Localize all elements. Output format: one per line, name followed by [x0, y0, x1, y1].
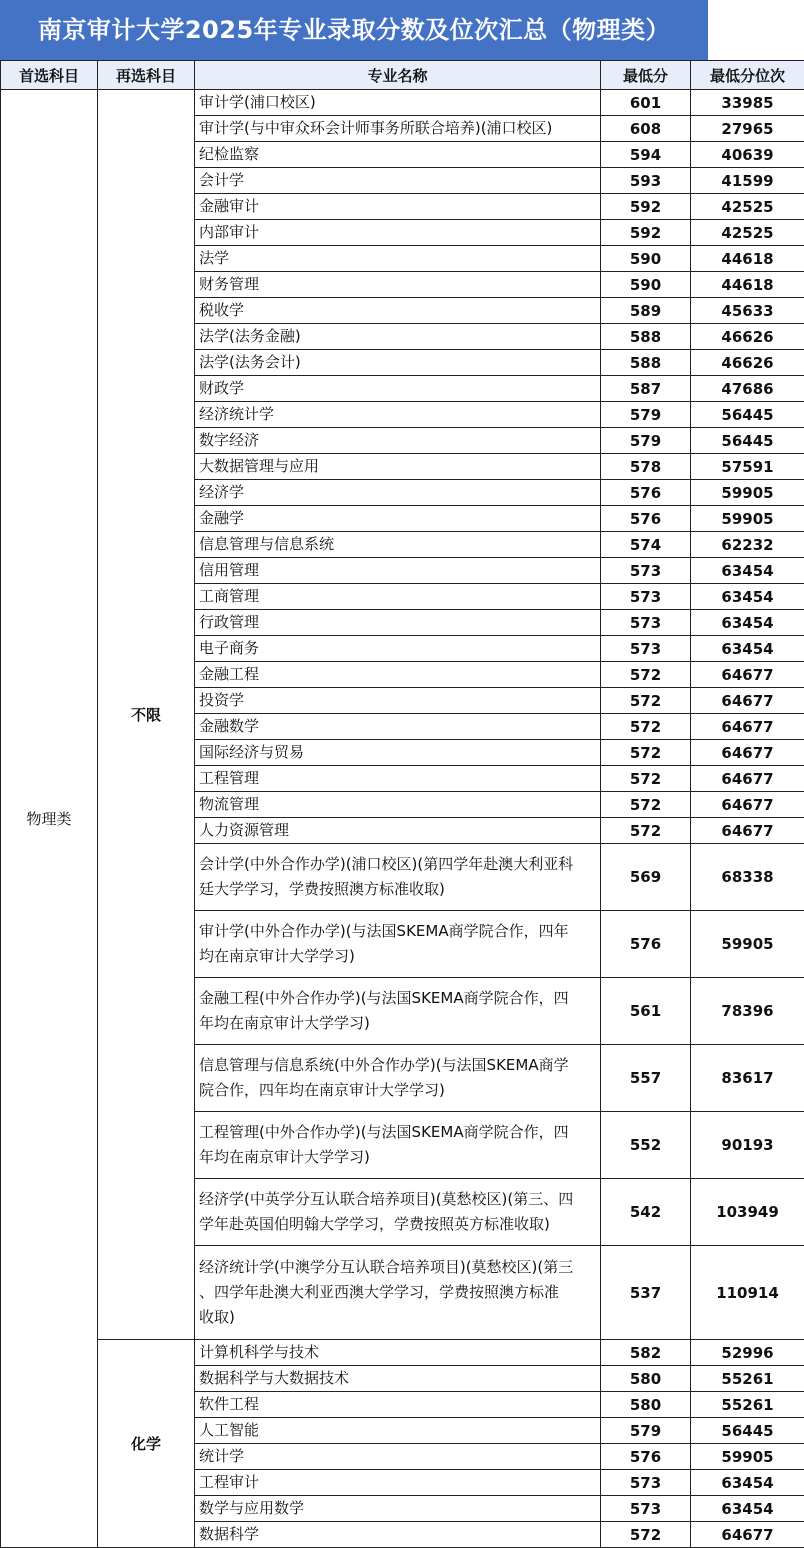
- major-cell: 法学(法务金融): [195, 324, 601, 350]
- min-rank-cell: 64677: [691, 818, 804, 844]
- major-cell: 投资学: [195, 688, 601, 714]
- min-score-cell: 557: [601, 1045, 691, 1112]
- min-rank-cell: 59905: [691, 911, 804, 978]
- major-cell: [195, 1246, 601, 1340]
- min-score-cell: 590: [601, 246, 691, 272]
- major-cell: 大数据管理与应用: [195, 454, 601, 480]
- min-score-cell: 572: [601, 792, 691, 818]
- major-line: 、四学年赴澳大利亚西澳大学学习，学费按照澳方标准: [199, 1280, 600, 1305]
- major-cell: [195, 1112, 601, 1179]
- major-line: 学年赴英国伯明翰大学学习，学费按照英方标准收取): [199, 1212, 600, 1237]
- min-rank-cell: 47686: [691, 376, 804, 402]
- major-line: 信息管理与信息系统(中外合作办学)(与法国SKEMA商学: [199, 1053, 600, 1078]
- major-cell: 计算机科学与技术: [195, 1340, 601, 1366]
- min-rank-cell: 56445: [691, 402, 804, 428]
- major-cell: 工程审计: [195, 1470, 601, 1496]
- min-score-cell: 572: [601, 766, 691, 792]
- header-first-subject: 首选科目: [1, 61, 98, 90]
- major-cell: 人工智能: [195, 1418, 601, 1444]
- major-cell: 国际经济与贸易: [195, 740, 601, 766]
- min-rank-cell: 63454: [691, 610, 804, 636]
- major-cell: [195, 844, 601, 911]
- min-score-cell: 572: [601, 688, 691, 714]
- major-cell: 软件工程: [195, 1392, 601, 1418]
- min-score-cell: 579: [601, 428, 691, 454]
- major-cell: [195, 1179, 601, 1246]
- min-rank-cell: 46626: [691, 350, 804, 376]
- min-rank-cell: 40639: [691, 142, 804, 168]
- major-cell: [195, 911, 601, 978]
- first-subject-cell: 物理类: [1, 90, 98, 1548]
- min-rank-cell: 64677: [691, 792, 804, 818]
- min-score-cell: 552: [601, 1112, 691, 1179]
- min-rank-cell: 42525: [691, 194, 804, 220]
- major-cell: 会计学: [195, 168, 601, 194]
- major-line: 经济学(中英学分互认联合培养项目)(莫愁校区)(第三、四: [199, 1187, 600, 1212]
- min-score-cell: 580: [601, 1366, 691, 1392]
- min-rank-cell: 44618: [691, 246, 804, 272]
- min-score-cell: 601: [601, 90, 691, 116]
- major-line: 均在南京审计大学学习): [199, 944, 600, 969]
- min-score-cell: 573: [601, 636, 691, 662]
- min-rank-cell: 63454: [691, 1496, 804, 1522]
- min-rank-cell: 59905: [691, 480, 804, 506]
- major-cell: 金融学: [195, 506, 601, 532]
- min-rank-cell: 55261: [691, 1392, 804, 1418]
- min-rank-cell: 44618: [691, 272, 804, 298]
- major-cell: 经济学: [195, 480, 601, 506]
- min-score-cell: 569: [601, 844, 691, 911]
- major-line: 会计学(中外合作办学)(浦口校区)(第四学年赴澳大利亚科: [199, 852, 600, 877]
- min-score-cell: 608: [601, 116, 691, 142]
- min-rank-cell: 33985: [691, 90, 804, 116]
- min-rank-cell: 55261: [691, 1366, 804, 1392]
- major-cell: 人力资源管理: [195, 818, 601, 844]
- min-score-cell: 576: [601, 506, 691, 532]
- major-line: 审计学(中外合作办学)(与法国SKEMA商学院合作，四年: [199, 919, 600, 944]
- major-cell: 法学: [195, 246, 601, 272]
- min-score-cell: 574: [601, 532, 691, 558]
- major-line: 金融工程(中外合作办学)(与法国SKEMA商学院合作，四: [199, 986, 600, 1011]
- min-rank-cell: 59905: [691, 1444, 804, 1470]
- major-cell: 内部审计: [195, 220, 601, 246]
- min-score-cell: 588: [601, 324, 691, 350]
- min-rank-cell: 52996: [691, 1340, 804, 1366]
- min-rank-cell: 63454: [691, 558, 804, 584]
- major-line: 收取): [199, 1305, 600, 1330]
- min-score-cell: 573: [601, 1470, 691, 1496]
- major-cell: 税收学: [195, 298, 601, 324]
- header-major: 专业名称: [195, 61, 601, 90]
- major-cell: 审计学(与中审众环会计师事务所联合培养)(浦口校区): [195, 116, 601, 142]
- min-rank-cell: 63454: [691, 584, 804, 610]
- min-score-cell: 572: [601, 740, 691, 766]
- min-rank-cell: 110914: [691, 1246, 804, 1340]
- major-line: 年均在南京审计大学学习): [199, 1011, 600, 1036]
- min-score-cell: 582: [601, 1340, 691, 1366]
- major-cell: 数学与应用数学: [195, 1496, 601, 1522]
- major-cell: 工商管理: [195, 584, 601, 610]
- major-cell: 信用管理: [195, 558, 601, 584]
- admission-table: [0, 60, 804, 1548]
- min-rank-cell: 62232: [691, 532, 804, 558]
- min-score-cell: 593: [601, 168, 691, 194]
- min-rank-cell: 78396: [691, 978, 804, 1045]
- min-score-cell: 579: [601, 1418, 691, 1444]
- major-cell: 金融数学: [195, 714, 601, 740]
- min-rank-cell: 90193: [691, 1112, 804, 1179]
- min-score-cell: 588: [601, 350, 691, 376]
- major-line: 经济统计学(中澳学分互认联合培养项目)(莫愁校区)(第三: [199, 1255, 600, 1280]
- min-rank-cell: 83617: [691, 1045, 804, 1112]
- min-score-cell: 592: [601, 194, 691, 220]
- major-line: 工程管理(中外合作办学)(与法国SKEMA商学院合作，四: [199, 1120, 600, 1145]
- min-rank-cell: 64677: [691, 1522, 804, 1548]
- major-cell: 财务管理: [195, 272, 601, 298]
- min-score-cell: 589: [601, 298, 691, 324]
- min-rank-cell: 64677: [691, 662, 804, 688]
- second-subject-cell: 化学: [98, 1340, 195, 1548]
- min-rank-cell: 103949: [691, 1179, 804, 1246]
- major-line: 院合作，四年均在南京审计大学学习): [199, 1078, 600, 1103]
- min-rank-cell: 64677: [691, 740, 804, 766]
- min-rank-cell: 27965: [691, 116, 804, 142]
- major-cell: [195, 978, 601, 1045]
- min-score-cell: 590: [601, 272, 691, 298]
- min-score-cell: 576: [601, 911, 691, 978]
- min-rank-cell: 63454: [691, 636, 804, 662]
- major-line: 年均在南京审计大学学习): [199, 1145, 600, 1170]
- major-cell: 信息管理与信息系统: [195, 532, 601, 558]
- min-rank-cell: 56445: [691, 1418, 804, 1444]
- min-score-cell: 573: [601, 610, 691, 636]
- major-cell: 行政管理: [195, 610, 601, 636]
- min-score-cell: 572: [601, 818, 691, 844]
- major-cell: 数字经济: [195, 428, 601, 454]
- min-score-cell: 579: [601, 402, 691, 428]
- major-cell: 电子商务: [195, 636, 601, 662]
- min-score-cell: 594: [601, 142, 691, 168]
- min-rank-cell: 45633: [691, 298, 804, 324]
- min-score-cell: 572: [601, 1522, 691, 1548]
- major-cell: 数据科学与大数据技术: [195, 1366, 601, 1392]
- major-cell: 法学(法务会计): [195, 350, 601, 376]
- min-rank-cell: 63454: [691, 1470, 804, 1496]
- min-score-cell: 580: [601, 1392, 691, 1418]
- min-score-cell: 573: [601, 584, 691, 610]
- major-cell: 数据科学: [195, 1522, 601, 1548]
- major-cell: 工程管理: [195, 766, 601, 792]
- major-cell: 纪检监察: [195, 142, 601, 168]
- min-score-cell: 572: [601, 714, 691, 740]
- table-row: [1, 1340, 804, 1366]
- major-cell: 金融审计: [195, 194, 601, 220]
- min-rank-cell: 68338: [691, 844, 804, 911]
- min-score-cell: 592: [601, 220, 691, 246]
- min-score-cell: 576: [601, 480, 691, 506]
- header-min-rank: 最低分位次: [691, 61, 804, 90]
- min-rank-cell: 46626: [691, 324, 804, 350]
- min-score-cell: 587: [601, 376, 691, 402]
- min-score-cell: 573: [601, 558, 691, 584]
- header-min-score: 最低分: [601, 61, 691, 90]
- major-cell: 物流管理: [195, 792, 601, 818]
- min-rank-cell: 64677: [691, 688, 804, 714]
- major-cell: 经济统计学: [195, 402, 601, 428]
- min-rank-cell: 57591: [691, 454, 804, 480]
- table-header-row: [1, 61, 804, 90]
- major-cell: 审计学(浦口校区): [195, 90, 601, 116]
- page-title: 南京审计大学2025年专业录取分数及位次汇总（物理类）: [0, 0, 708, 60]
- header-second-subject: 再选科目: [98, 61, 195, 90]
- min-rank-cell: 42525: [691, 220, 804, 246]
- table-row: [1, 90, 804, 116]
- min-rank-cell: 56445: [691, 428, 804, 454]
- major-cell: 财政学: [195, 376, 601, 402]
- major-line: 廷大学学习，学费按照澳方标准收取): [199, 877, 600, 902]
- min-rank-cell: 59905: [691, 506, 804, 532]
- min-score-cell: 573: [601, 1496, 691, 1522]
- min-rank-cell: 41599: [691, 168, 804, 194]
- min-score-cell: 537: [601, 1246, 691, 1340]
- second-subject-cell: 不限: [98, 90, 195, 1340]
- min-rank-cell: 64677: [691, 766, 804, 792]
- min-score-cell: 576: [601, 1444, 691, 1470]
- major-cell: 金融工程: [195, 662, 601, 688]
- min-score-cell: 572: [601, 662, 691, 688]
- min-score-cell: 542: [601, 1179, 691, 1246]
- min-rank-cell: 64677: [691, 714, 804, 740]
- major-cell: 统计学: [195, 1444, 601, 1470]
- min-score-cell: 561: [601, 978, 691, 1045]
- min-score-cell: 578: [601, 454, 691, 480]
- major-cell: [195, 1045, 601, 1112]
